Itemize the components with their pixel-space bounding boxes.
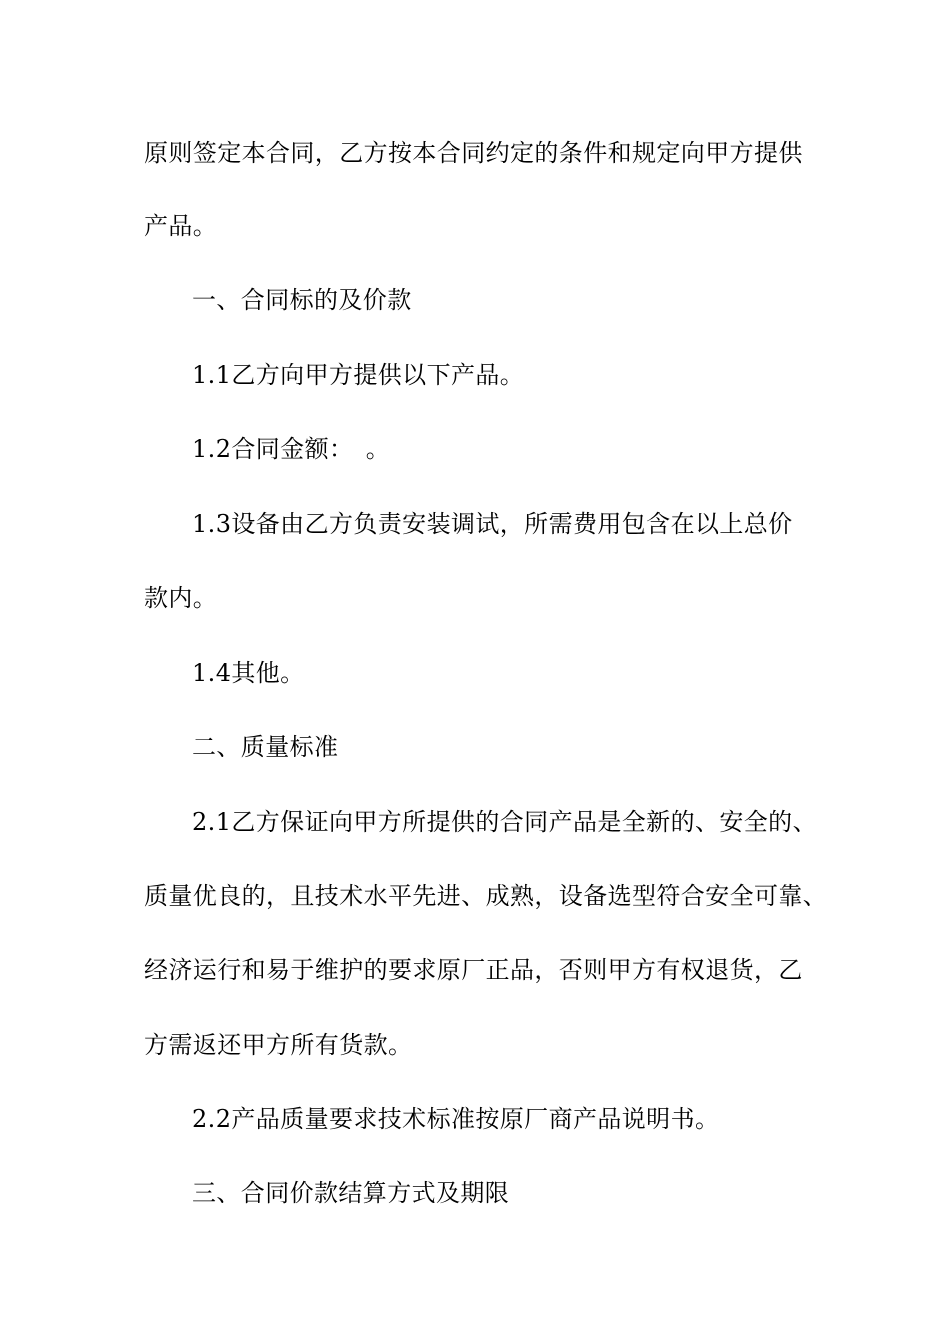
paragraph-line: 产品。 xyxy=(144,212,218,240)
paragraph-line: 方需返还甲方所有货款。 xyxy=(144,1031,413,1059)
clause-2-2: 2.2产品质量要求技术标准按原厂商产品说明书。 xyxy=(192,1105,720,1133)
paragraph-line: 经济运行和易于维护的要求原厂正品，否则甲方有权退货，乙 xyxy=(144,956,803,984)
clause-1-4: 1.4其他。 xyxy=(192,659,305,687)
paragraph-line: 原则签定本合同，乙方按本合同约定的条件和规定向甲方提供 xyxy=(144,139,803,167)
clause-1-2: 1.2合同金额： 。 xyxy=(192,435,391,463)
clause-2-1: 2.1乙方保证向甲方所提供的合同产品是全新的、安全的、 xyxy=(192,808,817,836)
paragraph-line: 质量优良的，且技术水平先进、成熟，设备选型符合安全可靠、 xyxy=(144,882,828,910)
section-heading-1: 一、合同标的及价款 xyxy=(192,286,412,314)
paragraph-line: 款内。 xyxy=(144,584,218,612)
section-heading-3: 三、合同价款结算方式及期限 xyxy=(192,1179,510,1207)
clause-1-1: 1.1乙方向甲方提供以下产品。 xyxy=(192,361,525,389)
clause-1-3: 1.3设备由乙方负责安装调试，所需费用包含在以上总价 xyxy=(192,510,793,538)
section-heading-2: 二、质量标准 xyxy=(192,733,339,761)
